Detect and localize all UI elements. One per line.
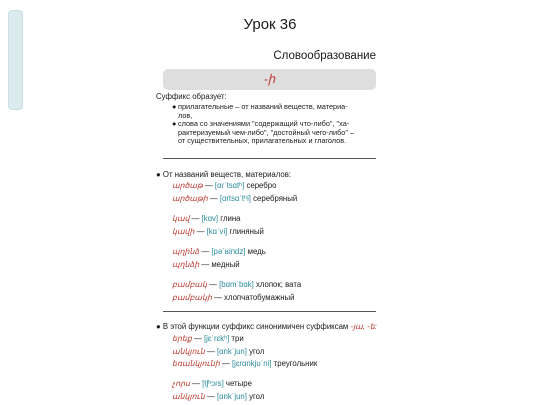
transcription: [kɑˈvi]	[206, 227, 228, 236]
translation: угол	[249, 347, 265, 356]
translation: хлопчатобумажный	[224, 293, 295, 302]
suffix-box	[163, 69, 376, 90]
translation: угол	[249, 392, 265, 401]
translation: медь	[247, 247, 266, 256]
section-heading	[156, 322, 377, 332]
example-row: բամբակ — [bɑmˈbɑk] хлопок; вата	[172, 280, 302, 289]
translation: хлопок; вата	[255, 280, 302, 289]
heading-text: В этой функции суффикс синонимичен суффиксам	[162, 322, 351, 331]
armenian-word: բամբակի	[172, 293, 212, 302]
transcription: [kɑv]	[201, 214, 219, 223]
example-row: երեք — [jɛˈrɛkʰ] три	[172, 334, 244, 343]
suffix-label: -ի	[263, 72, 276, 86]
bullet-icon: ●	[172, 119, 177, 129]
armenian-word: պղնձի	[172, 260, 200, 269]
transcription: [bɑmˈbɑk]	[219, 280, 254, 289]
bullet-icon: ●	[156, 170, 161, 179]
transcription: [ɑnkˈjun]	[217, 392, 247, 401]
bullet-text: слова со значениями "содержащий что-либо", "ха- рактеризуемый чем-либо", "достойный чего-либо" – от существительных, прилагательных и глаголов.	[178, 119, 355, 146]
armenian-word: եռանկյունի	[172, 359, 220, 368]
bullet-item	[172, 103, 372, 120]
armenian-word: երեք	[172, 334, 192, 343]
example-row: բամբակի — хлопчатобумажный	[172, 293, 295, 302]
example-row: արծաթի — [ɑrtsɑˈtʰi] серебряный	[172, 194, 298, 203]
example-row: չորս — [tʃʰɔrs] четыре	[172, 379, 252, 388]
transcription: [pəˈʁindz]	[211, 247, 246, 256]
heading-suffixes: -յա, -ե:	[350, 322, 377, 331]
translation: три	[231, 334, 244, 343]
bullet-text: прилагательные – от названий веществ, материа- лов,	[178, 102, 348, 120]
transcription: [ɑnkˈjun]	[217, 347, 247, 356]
divider	[163, 311, 376, 312]
heading-text: От названий веществ, материалов:	[162, 170, 292, 179]
example-row: կավի — [kɑˈvi] глиняный	[172, 227, 264, 236]
transcription: [ɑrtsɑˈtʰi]	[219, 194, 251, 203]
armenian-word: պղինձ	[172, 247, 200, 256]
example-row: պղնձի — медный	[172, 260, 240, 269]
translation: глина	[220, 214, 241, 223]
example-row: անկյուն — [ɑnkˈjun] угол	[172, 347, 265, 356]
section-heading	[156, 170, 291, 180]
example-row: պղինձ — [pəˈʁindz] медь	[172, 247, 266, 256]
armenian-word: կավ	[172, 214, 190, 223]
armenian-word: կավի	[172, 227, 195, 236]
translation: серебро	[246, 181, 277, 190]
transcription: [tʃʰɔrs]	[202, 379, 224, 388]
armenian-word: անկյուն	[172, 347, 205, 356]
transcription: [jɛˈrɛkʰ]	[203, 334, 230, 343]
transcription: [jɛrɑnkjuˈni]	[231, 359, 272, 368]
armenian-word: արծաթ	[172, 181, 203, 190]
example-row: կավ — [kɑv] глина	[172, 214, 241, 223]
section-title: Словообразование	[273, 50, 376, 62]
divider	[163, 158, 376, 159]
translation: треугольник	[273, 359, 318, 368]
armenian-word: անկյուն	[172, 392, 205, 401]
armenian-word: արծաթի	[172, 194, 208, 203]
armenian-word: չորս	[172, 379, 190, 388]
example-row: արծաթ — [ɑrˈtsɑtʰ] серебро	[172, 181, 277, 190]
bullet-item	[172, 120, 372, 146]
bullet-icon: ●	[172, 102, 177, 111]
example-row: անկյուն — [ɑnkˈjun] угол	[172, 392, 265, 401]
example-row: եռանկյունի — [jɛrɑnkjuˈni] треугольник	[172, 359, 318, 368]
lesson-title: Урок 36	[243, 16, 297, 33]
translation: четыре	[225, 379, 252, 388]
translation: глиняный	[229, 227, 264, 236]
intro-text: Суффикс образует:	[156, 92, 227, 101]
bullet-list	[172, 103, 372, 146]
translation: серебряный	[253, 194, 298, 203]
armenian-word: բամբակ	[172, 280, 207, 289]
bullet-icon: ●	[156, 322, 161, 331]
translation: медный	[211, 260, 240, 269]
transcription: [ɑrˈtsɑtʰ]	[214, 181, 245, 190]
